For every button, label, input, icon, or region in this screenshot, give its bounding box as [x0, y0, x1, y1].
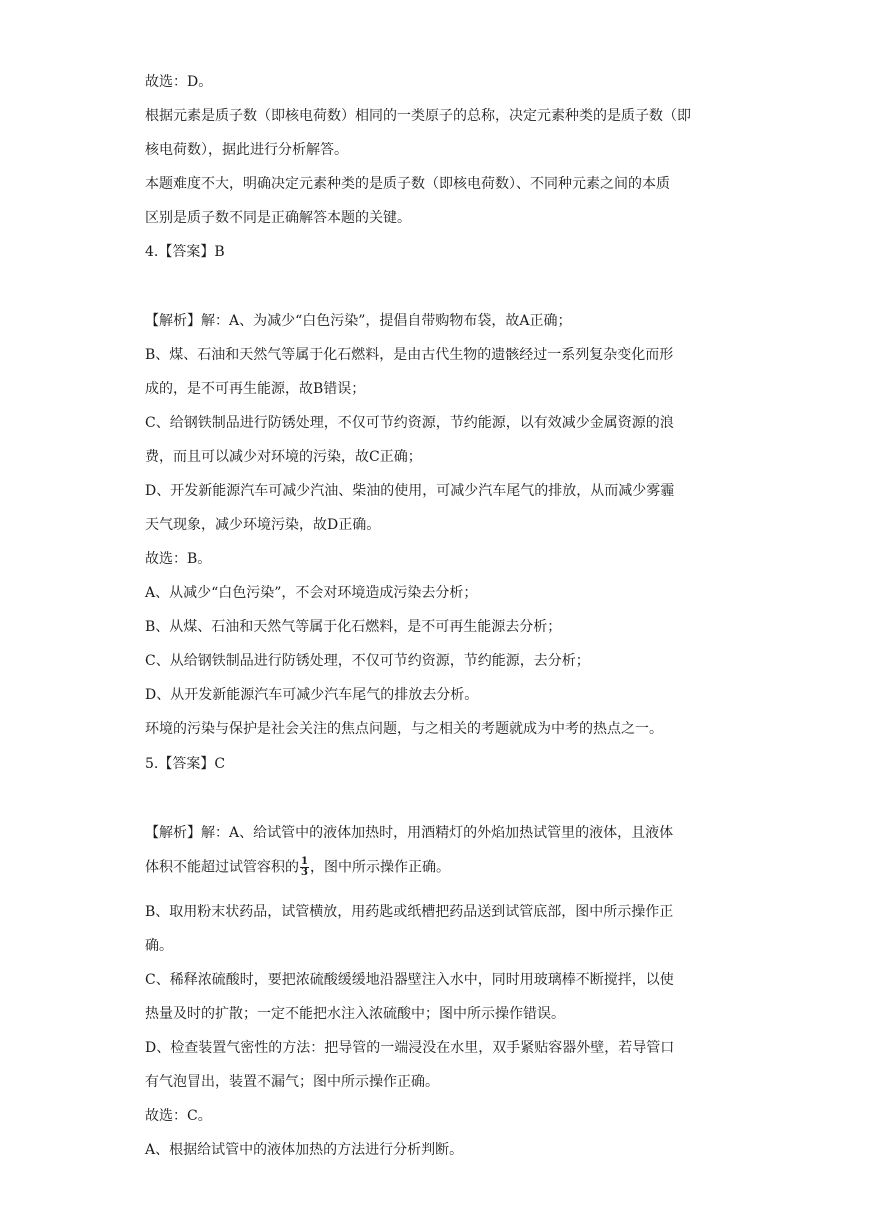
explanation-line: 【解析】解：A、为减少“白色污染”，提倡自带购物布袋，故A正确；: [145, 313, 572, 329]
analysis-line: 根据元素是质子数（即核电荷数）相同的一类原子的总称，决定元素种类的是质子数（即: [145, 108, 691, 124]
conclusion-line: 故选：B。: [145, 551, 212, 567]
comment-line: 区别是质子数不同是正确解答本题的关键。: [145, 210, 411, 226]
fraction-denominator: 3: [301, 867, 308, 878]
explanation-line: 天气现象，减少环境污染，故D正确。: [145, 517, 381, 533]
explanation-line: B、煤、石油和天然气等属于化石燃料，是由古代生物的遗骸经过一系列复杂变化而形: [145, 347, 674, 363]
explanation-line-with-fraction: [145, 857, 450, 878]
comment-line: 本题难度不大，明确决定元素种类的是质子数（即核电荷数）、不同种元素之间的本质: [145, 176, 670, 192]
explanation-line: 确。: [145, 938, 173, 954]
explanation-line: 【解析】解：A、给试管中的液体加热时，用酒精灯的外焰加热试管里的液体，且液体: [145, 825, 674, 841]
conclusion-line: 故选：D。: [145, 74, 213, 90]
fraction-numerator: 1: [301, 856, 308, 867]
text-segment: ，图中所示操作正确。: [309, 859, 450, 876]
answer-heading: 5.【答案】C: [145, 756, 226, 772]
explanation-line: D、开发新能源汽车可减少汽油、柴油的使用，可减少汽车尾气的排放，从而减少雾霾: [145, 483, 675, 499]
explanation-line: D、检查装置气密性的方法：把导管的一端浸没在水里，双手紧贴容器外壁，若导管口: [145, 1040, 675, 1056]
analysis-line: 核电荷数），据此进行分析解答。: [145, 142, 348, 158]
explanation-line: 有气泡冒出，装置不漏气；图中所示操作正确。: [145, 1074, 439, 1090]
text-segment: 体积不能超过试管容积的: [145, 859, 299, 876]
explanation-line: C、给钢铁制品进行防锈处理，不仅可节约资源，节约能源，以有效减少金属资源的浪: [145, 415, 674, 431]
answer-heading: 4.【答案】B: [145, 244, 225, 260]
explanation-line: 费，而且可以减少对环境的污染，故C正确；: [145, 449, 422, 465]
explanation-line: 热量及时的扩散；一定不能把水注入浓硫酸中；图中所示操作错误。: [145, 1006, 565, 1022]
analysis-line: C、从给钢铁制品进行防锈处理，不仅可节约资源，节约能源，去分析；: [145, 653, 590, 669]
analysis-line: B、从煤、石油和天然气等属于化石燃料，是不可再生能源去分析；: [145, 619, 562, 635]
analysis-line: D、从开发新能源汽车可减少汽车尾气的排放去分析。: [145, 687, 479, 703]
conclusion-line: 故选：C。: [145, 1108, 212, 1124]
explanation-line: B、取用粉末状药品，试管横放，用药匙或纸槽把药品送到试管底部，图中所示操作正: [145, 904, 674, 920]
explanation-line: 成的，是不可再生能源，故B错误；: [145, 381, 366, 397]
comment-line: 环境的污染与保护是社会关注的焦点问题，与之相关的考题就成为中考的热点之一。: [145, 721, 663, 737]
fraction: [300, 857, 309, 878]
analysis-line: A、从减少“白色污染”，不会对环境造成污染去分析；: [145, 585, 478, 601]
explanation-line: C、稀释浓硫酸时，要把浓硫酸缓缓地沿器壁注入水中，同时用玻璃棒不断搅拌，以使: [145, 972, 674, 988]
analysis-line: A、根据给试管中的液体加热的方法进行分析判断。: [145, 1142, 464, 1158]
